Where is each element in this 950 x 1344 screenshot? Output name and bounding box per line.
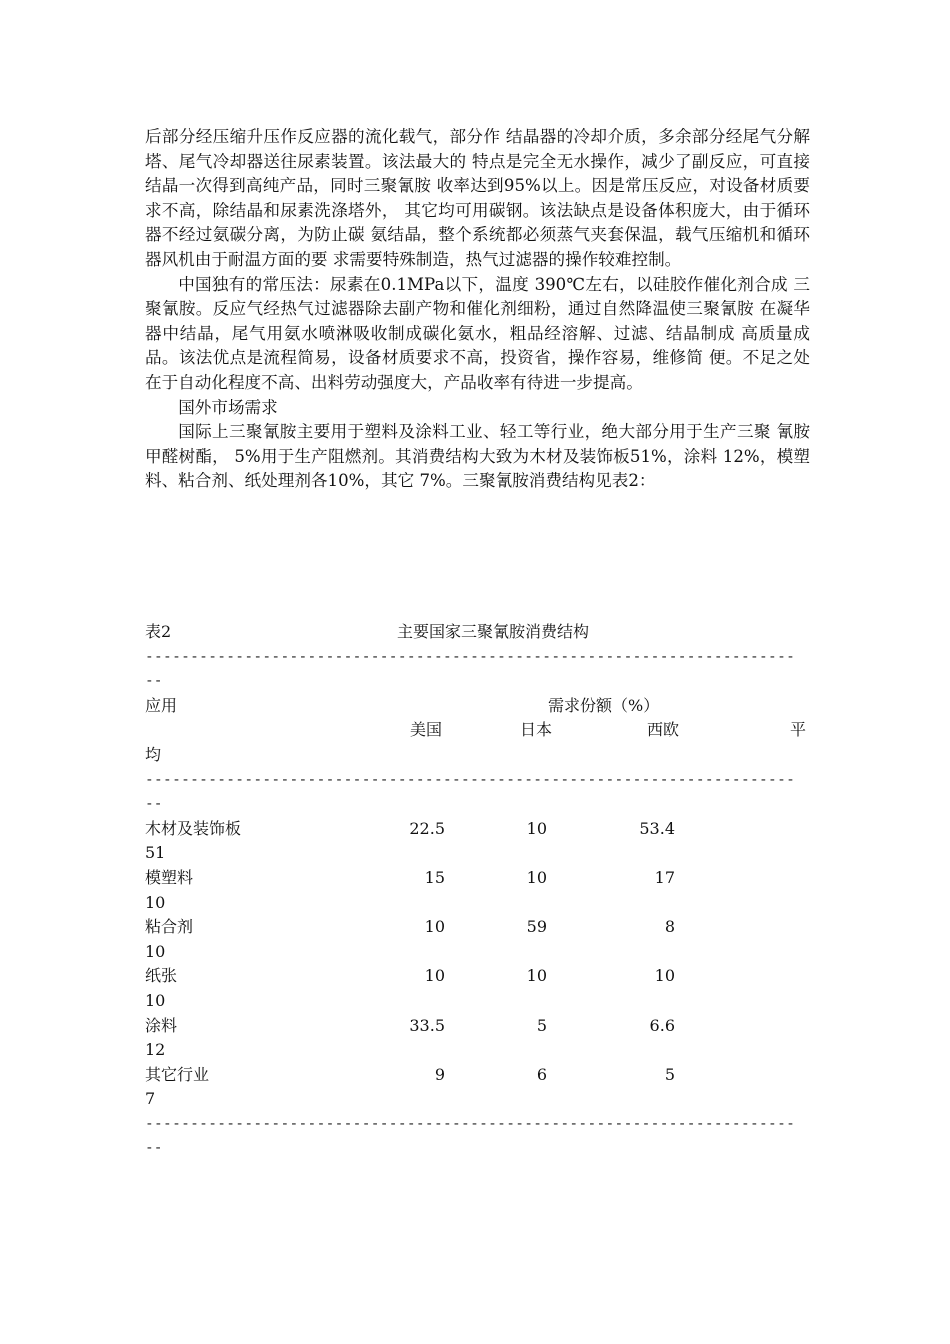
table-row — [145, 915, 810, 940]
row-japan-value: 10 — [526, 818, 547, 838]
row-average-value: 10 — [145, 892, 166, 912]
row-us-value: 10 — [424, 966, 445, 986]
row-japan-value: 5 — [536, 1015, 547, 1035]
paragraph-process-description: 后部分经压缩升压作反应器的流化载气，部分作 结晶器的冷却介质，多余部分经尾气分解塔、尾气冷却器送往尿素装置。该法最大的 特点是完全无水操作，减少了副反应，可直接结晶一次得到高纯产品，同时三聚氰胺 收率达到95%以上。因是常压反应，对设备材质要求不高，除结晶和尿素洗涤塔外， 其它均可用碳钢。该法缺点是设备体积庞大，由于循环器不经过氨碳分离，为防止碳 氨结晶，整个系统都必须蒸气夹套保温，载气压缩机和循环器风机由于耐温方面的要 求需要特殊制造，热气过滤器的操作较难控制。 — [145, 127, 810, 269]
table-row-average — [145, 989, 810, 1014]
table-row-average — [145, 940, 810, 965]
paragraph-consumption-structure: 国际上三聚氰胺主要用于塑料及涂料工业、轻工等行业，绝大部分用于生产三聚 氰胺甲醛树酯， 5%用于生产阻燃剂。其消费结构大致为木材及装饰板51%，涂料 12%，模塑料、粘合剂、纸处理剂各10%，其它 7%。三聚氰胺消费结构见表2： — [145, 422, 810, 491]
header-us: 美国 — [410, 720, 443, 740]
row-application: 涂料 — [145, 1015, 178, 1035]
table-row — [145, 866, 810, 891]
table-label: 表2 — [145, 622, 172, 641]
row-average-value: 10 — [145, 990, 166, 1010]
row-average-value: 12 — [145, 1040, 166, 1060]
row-japan-value: 10 — [526, 867, 547, 887]
table-header-row-2 — [145, 718, 810, 743]
row-west-europe-value: 6.6 — [649, 1015, 675, 1035]
table-rule-mid: ------------------------------------------------------------------------ — [145, 771, 796, 788]
row-us-value: 9 — [434, 1064, 445, 1084]
table-row-average — [145, 1038, 810, 1063]
table-header-row-1 — [145, 694, 810, 719]
row-application: 模塑料 — [145, 867, 194, 887]
header-average-part2: 均 — [145, 744, 162, 764]
row-us-value: 33.5 — [409, 1015, 445, 1035]
table-title: 主要国家三聚氰胺消费结构 — [397, 622, 590, 641]
table-rule-top-tail: -- — [145, 673, 163, 690]
table-rule-bottom-tail: -- — [145, 1140, 163, 1157]
table-caption — [145, 620, 810, 645]
row-average-value: 7 — [145, 1089, 156, 1109]
table-row — [145, 1014, 810, 1039]
row-west-europe-value: 10 — [654, 966, 675, 986]
table-body — [145, 817, 810, 1112]
row-us-value: 10 — [424, 917, 445, 937]
row-average-value: 51 — [145, 843, 166, 863]
table-row-average — [145, 841, 810, 866]
row-west-europe-value: 17 — [654, 867, 675, 887]
row-application: 其它行业 — [145, 1064, 210, 1084]
table-row — [145, 817, 810, 842]
row-west-europe-value: 8 — [664, 917, 675, 937]
row-average-value: 10 — [145, 941, 166, 961]
table-row-average — [145, 1087, 810, 1112]
table-header-row-3 — [145, 743, 810, 768]
table-row — [145, 1063, 810, 1088]
row-west-europe-value: 5 — [664, 1064, 675, 1084]
row-japan-value: 10 — [526, 966, 547, 986]
paragraph-atmospheric-method: 中国独有的常压法：尿素在0.1MPa以下，温度 390℃左右，以硅胶作催化剂合成 三聚氰胺。反应气经热气过滤器除去副产物和催化剂细粉，通过自然降温使三聚氰胺 在凝华器中结晶，尾气用氨水喷淋吸收制成碳化氨水，粗品经溶解、过滤、结晶制成 高质量成品。该法优点是流程简易，设备材质要求不高，投资省，操作容易，维修简 便。不足之处在于自动化程度不高、出料劳动强度大，产品收率有待进一步提高。 — [145, 274, 810, 392]
table-rule-bottom: ------------------------------------------------------------------------ — [145, 1115, 796, 1132]
header-west-europe: 西欧 — [647, 720, 680, 740]
header-demand-share: 需求份额（%） — [548, 695, 660, 715]
table-rule-mid-tail: -- — [145, 796, 163, 813]
header-application: 应用 — [145, 695, 178, 715]
row-west-europe-value: 53.4 — [639, 818, 675, 838]
section-heading-foreign-market: 国外市场需求 — [178, 397, 278, 417]
table-rule-top: ------------------------------------------------------------------------ — [145, 648, 796, 665]
row-us-value: 22.5 — [409, 818, 445, 838]
row-application: 木材及装饰板 — [145, 818, 242, 838]
row-application: 粘合剂 — [145, 917, 194, 937]
row-us-value: 15 — [424, 867, 445, 887]
table-row-average — [145, 891, 810, 916]
row-japan-value: 59 — [526, 917, 547, 937]
row-application: 纸张 — [145, 966, 178, 986]
row-japan-value: 6 — [536, 1064, 547, 1084]
table-row — [145, 964, 810, 989]
consumption-table — [145, 620, 810, 1161]
header-average-part1: 平 — [790, 720, 807, 740]
document-body — [145, 125, 810, 494]
header-japan: 日本 — [520, 720, 553, 740]
